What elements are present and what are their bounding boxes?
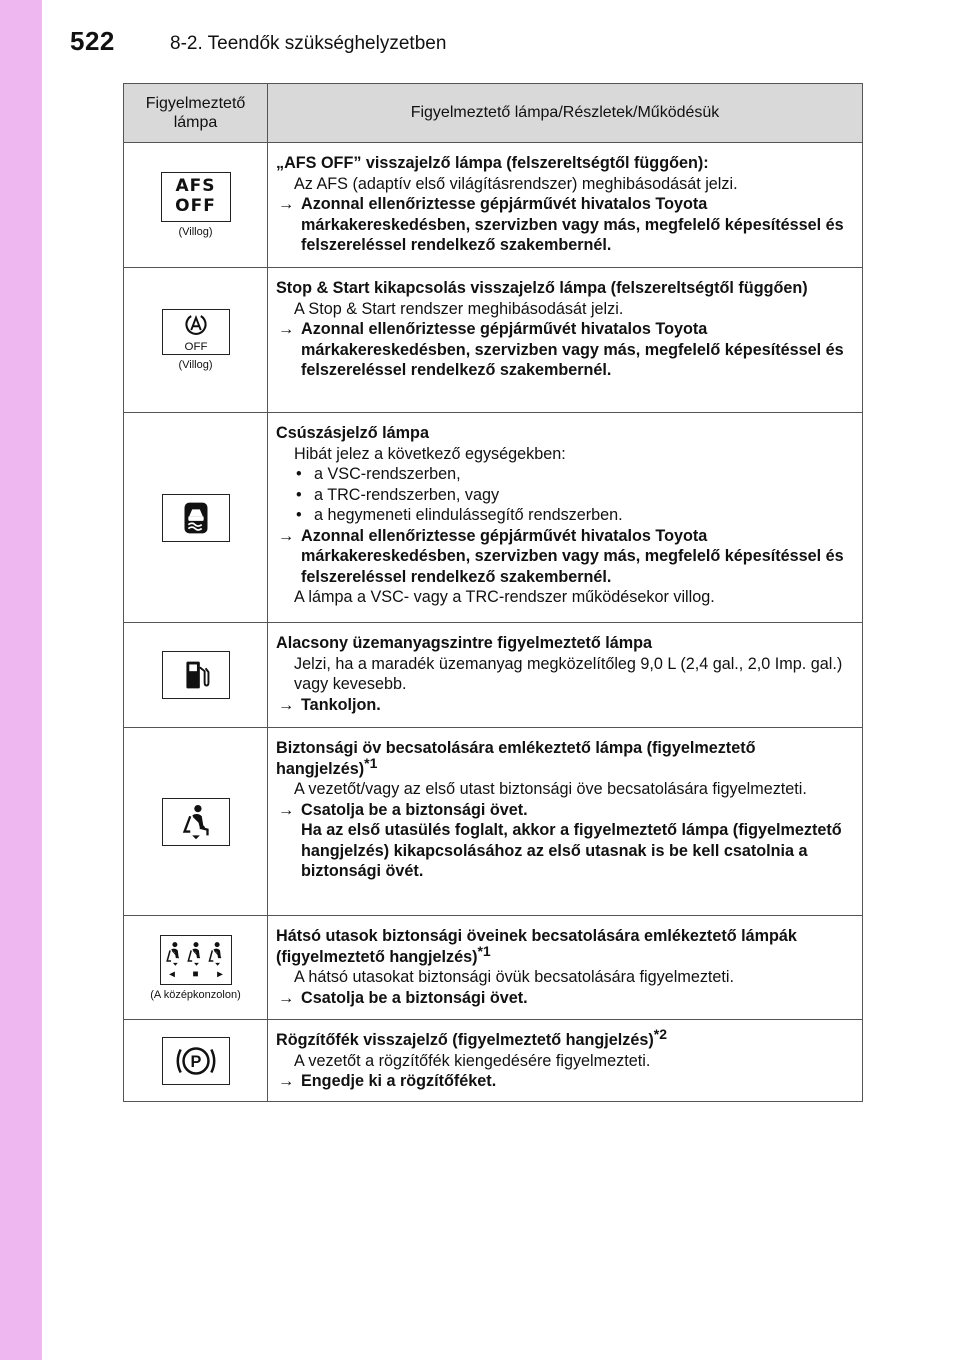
svg-text:P: P [190,1052,201,1071]
row-action: → Engedje ki a rögzítőféket. [278,1072,497,1090]
table-row [124,268,863,413]
row-action: → Csatolja be a biztonsági övet. [278,988,528,1007]
row-action: → Azonnal ellenőriztesse gépjárművét hivatalos Toyota márkakereskedésben, szervizben vagy más, megfelelő képesítéssel és felszereléssel rendelkező szakembernél. [278,195,844,254]
side-color-strip [0,0,42,1360]
row-description: A vezetőt a rögzítőfék kiengedésére figyelmezteti. [294,1051,651,1070]
row-action: → Azonnal ellenőriztesse gépjárművét hivatalos Toyota márkakereskedésben, szervizben vagy más, megfelelő képesítéssel és felszereléssel rendelkező szakembernél. [278,526,844,586]
rear-seatbelt-icon [160,935,232,985]
row-action: → Csatolja be a biztonsági övet. [278,800,528,819]
table-row [124,916,863,1020]
arrow-icon: → [278,800,295,819]
table-row [124,1020,863,1102]
row-description: A Stop & Start rendszer meghibásodását jelzi. [294,299,624,318]
row-action: → Azonnal ellenőriztesse gépjárművét hivatalos Toyota márkakereskedésben, szervizben vagy más, megfelelő képesítéssel és felszereléssel rendelkező szakembernél. [278,320,844,379]
list-item: • a hegymeneti elindulássegítő rendszerben. [296,506,623,524]
row-title: Stop & Start kikapcsolás visszajelző lámpa (felszereltségtől függően) [276,279,808,297]
row-title: Alacsony üzemanyagszintre figyelmeztető lámpa [276,634,653,652]
table-header-row [124,84,863,143]
row-note: A lámpa a VSC- vagy a TRC-rendszer működésekor villog. [294,588,715,606]
page-number: 522 [70,26,115,56]
row-title: Csúszásjelző lámpa [276,424,429,442]
table-row [124,143,863,268]
row-description: A vezetőt/vagy az első utast biztonsági öve becsatolására figyelmezteti. [294,780,807,798]
col-header-lamp: Figyelmeztető lámpa [124,84,268,143]
arrow-icon: → [278,1072,295,1090]
table-row [124,623,863,728]
row-title: Biztonsági öv becsatolására emlékeztető lámpa (figyelmeztető hangjelzés)$^{*1}$ [276,739,756,778]
list-item: • a VSC-rendszerben, [296,465,461,483]
icon-caption: (A középkonzolon) [150,988,241,1001]
list-item: • a TRC-rendszerben, vagy [296,485,500,504]
svg-text:OFF: OFF [184,341,207,354]
footnote-marker: *2 [653,1026,668,1042]
col-header-details: Figyelmeztető lámpa/Részletek/Működésük [268,84,863,143]
afs-off-icon: AFS OFF [161,172,231,222]
icon-caption: (Villog) [178,226,213,238]
row-action-detail: Ha az első utasülés foglalt, akkor a figyelmeztető lámpa (figyelmeztető hangjelzés) kikapcsolásához az első utasnak is be kell csatolnia a biztonsági övét. [301,821,842,880]
arrow-icon: → [278,695,295,714]
slip-indicator-icon [162,494,230,542]
row-description: Az AFS (adaptív első világításrendszer) meghibásodását jelzi. [294,174,738,193]
row-title: Rögzítőfék visszajelző (figyelmeztető hangjelzés)$^{*2}$ [276,1026,668,1049]
footnote-marker: *1 [364,754,378,771]
arrow-icon: → [278,195,295,213]
icon-caption: (Villog) [178,359,213,371]
row-title: Hátsó utasok biztonsági öveinek becsatolására emlékeztető lámpák (figyelmeztető hangjelzés)$^{*1}$ [276,927,797,966]
row-description: A hátsó utasokat biztonsági övük becsatolására figyelmezteti. [294,968,735,986]
footnote-marker: *1 [477,942,491,959]
row-description: Jelzi, ha a maradék üzemanyag megközelítőleg 9,0 L (2,4 gal., 2,0 Imp. gal.) vagy kevesebb. [294,654,843,693]
arrow-icon: → [278,526,295,545]
row-title: „AFS OFF” visszajelző lámpa (felszereltségtől függően): [276,154,709,172]
table-row [124,728,863,916]
section-title: 8-2. Teendők szükséghelyzetben [170,33,447,54]
fuel-pump-icon [162,651,230,699]
row-description: Hibát jelez a következő egységekben: [294,444,566,463]
table-row [124,413,863,623]
seatbelt-icon [162,798,230,846]
parking-brake-icon [162,1037,230,1085]
warning-lamp-table [123,83,863,1102]
stop-start-off-icon [162,309,230,355]
arrow-icon: → [278,988,295,1007]
row-action: → Tankoljon. [278,695,381,714]
arrow-icon: → [278,320,295,338]
